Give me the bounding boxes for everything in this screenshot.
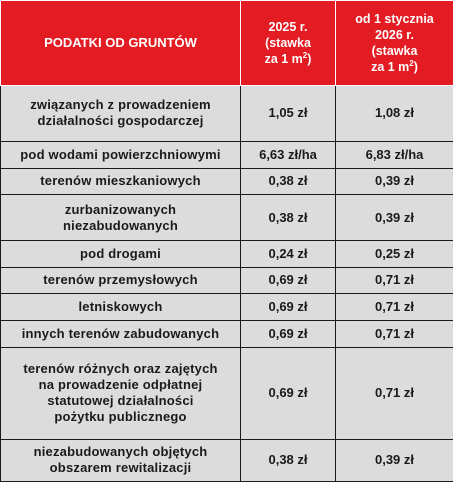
land-category-line: terenów mieszkaniowych	[40, 173, 201, 189]
land-category-cell	[1, 321, 241, 348]
table-row	[1, 347, 453, 439]
rate-2025-cell: 0,69 zł	[241, 347, 336, 439]
land-category-cell	[1, 86, 241, 142]
table-body	[1, 86, 453, 482]
land-category-cell	[1, 439, 241, 481]
superscript-2: 2	[302, 51, 308, 60]
table-row	[1, 86, 453, 142]
table-row	[1, 240, 453, 267]
header-2025-line: (stawka	[265, 36, 311, 50]
rate-2026-cell: 0,71 zł	[336, 294, 453, 321]
rate-2026-cell: 0,39 zł	[336, 168, 453, 195]
land-category-line: letniskowych	[78, 299, 163, 315]
land-category-line: na prowadzenie odpłatnej	[38, 377, 203, 393]
land-category-line: pod wodami powierzchniowymi	[20, 146, 221, 162]
land-category-line: pod drogami	[80, 245, 161, 261]
rate-2026-cell: 6,83 zł/ha	[336, 141, 453, 168]
land-category-line: zurbanizowanych	[64, 201, 177, 217]
header-2025-rate	[241, 1, 336, 86]
land-category-line: niezabudowanych	[63, 217, 178, 233]
land-category-line: statutowej działalności	[47, 393, 194, 409]
header-2026-line: za 1 m	[371, 60, 410, 74]
land-category-line: działalności gospodarczej	[37, 113, 204, 129]
rate-2025-cell: 0,38 zł	[241, 168, 336, 195]
rate-2025-cell: 0,69 zł	[241, 294, 336, 321]
land-category-line: innych terenów zabudowanych	[21, 326, 220, 342]
header-2026-line: (stawka	[371, 44, 418, 58]
rate-2025-cell: 0,69 zł	[241, 267, 336, 294]
rate-2026-cell: 0,71 zł	[336, 347, 453, 439]
land-category-cell	[1, 267, 241, 294]
header-land-tax: PODATKI OD GRUNTÓW	[1, 1, 241, 86]
table-row	[1, 141, 453, 168]
table-row	[1, 294, 453, 321]
rate-2025-cell: 0,24 zł	[241, 240, 336, 267]
land-category-cell	[1, 195, 241, 240]
land-category-line: terenów przemysłowych	[43, 272, 198, 288]
rate-2025-cell: 1,05 zł	[241, 86, 336, 142]
table-row	[1, 267, 453, 294]
land-category-cell	[1, 240, 241, 267]
land-category-cell	[1, 168, 241, 195]
land-category-line: związanych z prowadzeniem	[30, 97, 211, 113]
header-2026-line: 2026 r.	[375, 28, 414, 42]
rate-2025-cell: 0,69 zł	[241, 321, 336, 348]
header-2026-close: )	[413, 60, 418, 74]
land-category-cell	[1, 141, 241, 168]
land-category-cell	[1, 347, 241, 439]
table-row	[1, 168, 453, 195]
rate-2025-cell: 6,63 zł/ha	[241, 141, 336, 168]
land-category-cell	[1, 294, 241, 321]
rate-2026-cell: 0,25 zł	[336, 240, 453, 267]
table-row	[1, 195, 453, 240]
rate-2025-cell: 0,38 zł	[241, 195, 336, 240]
superscript-2: 2	[409, 59, 414, 68]
land-category-line: terenów różnych oraz zajętych	[23, 361, 218, 377]
table-row	[1, 321, 453, 348]
rate-2025-cell: 0,38 zł	[241, 439, 336, 481]
land-category-line: pożytku publicznego	[54, 409, 187, 425]
header-2025-close: )	[307, 52, 312, 66]
table-row	[1, 439, 453, 481]
table-header-row	[1, 1, 453, 86]
rate-2026-cell: 1,08 zł	[336, 86, 453, 142]
rate-2026-cell: 0,71 zł	[336, 321, 453, 348]
rate-2026-cell: 0,39 zł	[336, 195, 453, 240]
land-category-line: niezabudowanych objętych	[33, 444, 208, 460]
header-2026-line: od 1 stycznia	[355, 12, 434, 26]
rate-2026-cell: 0,71 zł	[336, 267, 453, 294]
header-2026-rate	[336, 1, 453, 86]
land-category-line: obszarem rewitalizacji	[49, 460, 192, 476]
rate-2026-cell: 0,39 zł	[336, 439, 453, 481]
header-2025-line: 2025 r.	[268, 20, 308, 34]
header-2025-line: za 1 m	[264, 52, 303, 66]
